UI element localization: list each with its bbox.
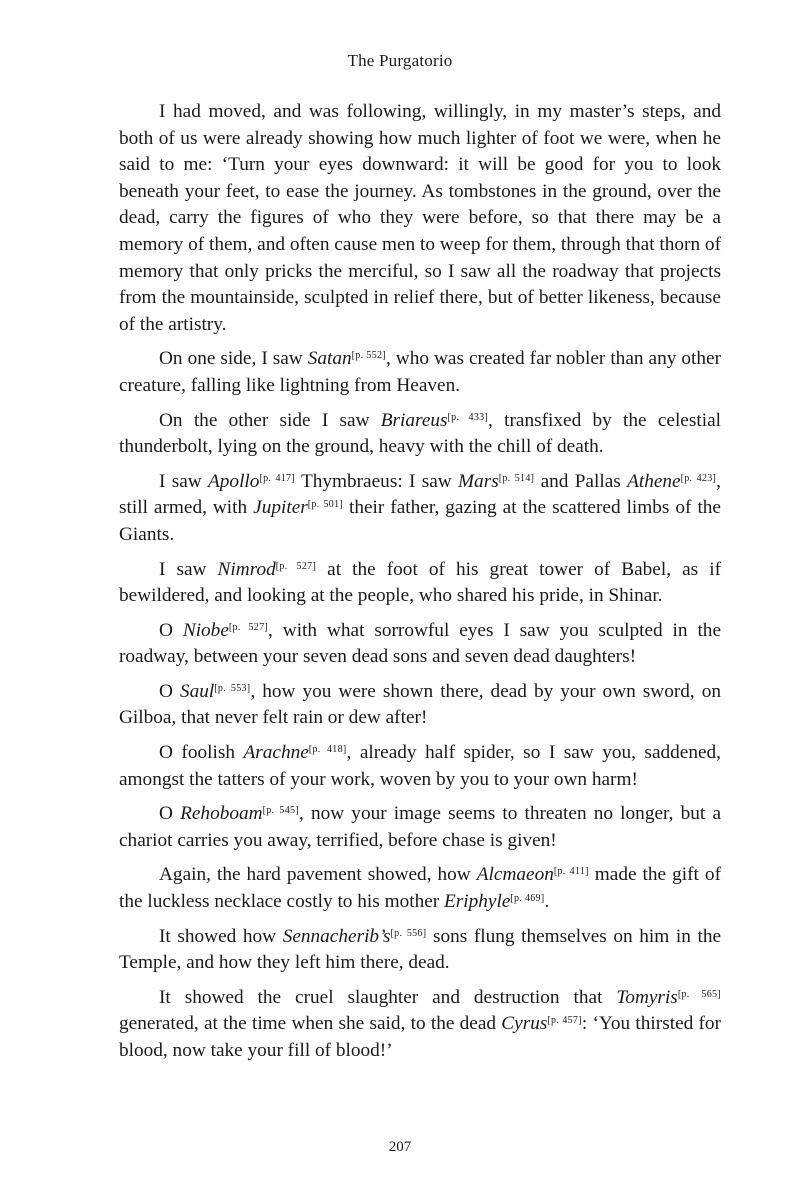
proper-name: Cyrus (501, 1013, 548, 1035)
paragraph (119, 557, 721, 610)
text-run: at the foot of his great tower of Babel, as if bewildered, and looking at the people, who shared his pride, in Shinar. (119, 558, 721, 607)
paragraph (119, 99, 721, 338)
proper-name: Tomyris (616, 986, 678, 1008)
proper-name: Eriphyle (444, 891, 511, 913)
text-run: It showed how (159, 925, 283, 947)
proper-name: Apollo (208, 470, 260, 492)
paragraph (119, 862, 721, 915)
text-run: I had moved, and was following, willingly, in my master’s steps, and both of us were already showing how much lighter of foot we were, when he said to me: ‘Turn your eyes downward: it will be good for you to look beneath your feet, to ease the journey. As tombstones in the ground, over the dead, carry the figures of who they were before, so that there may be a memory of them, and often cause men to weep for them, through that thorn of memory that only pricks the merciful, so I saw all the roadway that projects from the mountainside, sculpted in relief there, but of better likeness, because of the artistry. (119, 101, 721, 335)
text-run: generated, at the time when she said, to the dead (119, 1013, 502, 1035)
text-run: . (544, 891, 550, 913)
page-reference: [p. 417] (259, 472, 295, 484)
text-run: I saw (159, 470, 209, 492)
proper-name: Sennacherib’s (282, 925, 391, 947)
page-reference: [p. 527] (228, 621, 269, 633)
text-run: Thymbraeus: I saw (294, 470, 458, 492)
page-reference: [p. 411] (553, 866, 589, 878)
page-reference: [p. 565] (677, 988, 721, 1000)
paragraph (119, 985, 721, 1065)
proper-name: Briareus (380, 409, 448, 431)
text-run: , how you were shown there, dead by your own sword, on Gilboa, that never felt rain or dew after! (119, 680, 721, 729)
proper-name: Mars (458, 470, 499, 492)
proper-name: Athene (627, 470, 681, 492)
proper-name: Alcmaeon (476, 864, 554, 886)
proper-name: Satan (307, 348, 352, 370)
page-reference: [p. 423] (680, 472, 717, 484)
page-reference: [p. 556] (390, 927, 427, 939)
page-reference: [p. 457] (547, 1015, 582, 1027)
body-text (119, 99, 721, 1073)
paragraph (119, 346, 721, 399)
text-run: O foolish (159, 742, 244, 764)
text-run: On the other side I saw (159, 409, 381, 431)
text-run: On one side, I saw (159, 348, 308, 370)
text-run: O (159, 680, 180, 702)
text-run: made the gift of the luckless necklace costly to his mother (119, 864, 721, 913)
paragraph (119, 618, 721, 671)
text-run: sons flung themselves on him in the Temple, and how they left him there, dead. (119, 925, 722, 974)
text-run: : ‘You thirsted for blood, now take your fill of blood!’ (119, 1013, 721, 1061)
paragraph (119, 740, 721, 793)
text-run: , who was created far nobler than any other creature, falling like lightning from Heaven. (119, 348, 721, 396)
page-number: 207 (388, 1139, 412, 1155)
text-run: It showed the cruel slaughter and destruction that (159, 986, 617, 1008)
text-run: , transfixed by the celestial thunderbolt, lying on the ground, heavy with the chill of death. (119, 409, 722, 458)
text-run: , with what sorrowful eyes I saw you sculpted in the roadway, between your seven dead sons and seven dead daughters! (119, 619, 722, 668)
paragraph (119, 408, 721, 461)
page-reference: [p. 433] (447, 411, 489, 423)
paragraph (119, 924, 721, 977)
text-run: O (159, 803, 181, 825)
proper-name: Nimrod (217, 558, 276, 580)
page-reference: [p. 501] (307, 499, 343, 511)
page-reference: [p. 553] (214, 682, 251, 694)
page-reference: [p. 418] (308, 744, 347, 756)
proper-name: Rehoboam (180, 803, 263, 825)
proper-name: Jupiter (253, 497, 308, 519)
text-run: , still armed, with (119, 470, 721, 519)
proper-name: Saul (179, 680, 215, 702)
proper-name: Niobe (182, 619, 229, 641)
page-reference: [p. 514] (498, 472, 535, 484)
page-reference: [p. 527] (275, 560, 317, 572)
text-run: and Pallas (534, 470, 628, 492)
page-reference: [p. 552] (351, 350, 386, 362)
text-run: O (159, 619, 183, 641)
text-run: their father, gazing at the scattered limbs of the Giants. (119, 497, 721, 545)
paragraph (119, 469, 721, 549)
text-run: , now your image seems to threaten no longer, but a chariot carries you away, terrified, before chase is given! (119, 803, 722, 851)
running-head: The Purgatorio (347, 51, 453, 70)
paragraph (119, 801, 721, 854)
proper-name: Arachne (243, 742, 309, 764)
page-reference: [p. 469] (510, 893, 545, 905)
text-run: Again, the hard pavement showed, how (159, 864, 477, 886)
paragraph (119, 679, 721, 732)
text-run: , already half spider, so I saw you, saddened, amongst the tatters of your work, woven by you to your own harm! (119, 742, 721, 790)
text-run: I saw (159, 558, 218, 580)
page-reference: [p. 545] (262, 805, 299, 817)
